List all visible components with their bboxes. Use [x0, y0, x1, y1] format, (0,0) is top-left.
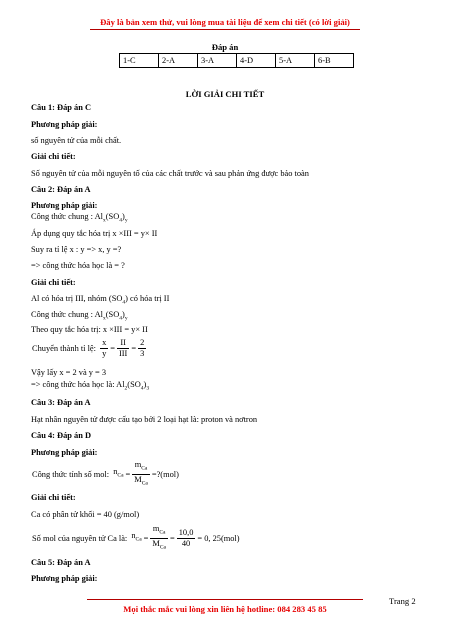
paragraph: Ca có phân tử khối = 40 (g/mol) — [31, 510, 140, 519]
answer-key-table — [119, 53, 354, 68]
paragraph: Vậy lấy x = 2 và y = 3 — [31, 368, 107, 377]
detail-heading: Giải chi tiết: — [31, 152, 76, 161]
header-rule — [90, 29, 360, 30]
question-heading: Câu 3: Đáp án A — [31, 398, 91, 407]
question-heading: Câu 4: Đáp án D — [31, 431, 92, 440]
formula-line: Công thức chung : $Al_x(SO_4)_y$ — [31, 310, 128, 322]
answer-cell: 4-D — [237, 54, 276, 68]
answer-cell: 3-A — [198, 54, 237, 68]
method-heading: Phương pháp giải: — [31, 201, 98, 210]
fraction: $\frac{II}{\text{III}}$ — [118, 338, 128, 358]
fraction: $\frac{2}{3}$ — [140, 338, 145, 358]
footer-rule — [87, 599, 363, 600]
detail-heading: Giải chi tiết: — [31, 493, 76, 502]
paragraph: => công thức hóa học là = ? — [31, 261, 125, 270]
paragraph: Hạt nhân nguyên tử được cấu tạo bởi 2 loại hạt là: proton và nơtron — [31, 415, 258, 424]
fraction: $\frac{m_{Ca}}{M_{Ca}}$ — [134, 460, 148, 487]
answer-cell: 6-B — [315, 54, 354, 68]
question-heading: Câu 5: Đáp án A — [31, 558, 91, 567]
paragraph: Suy ra tỉ lệ x : y => x, y =? — [31, 245, 122, 254]
paragraph: Áp dụng quy tắc hóa trị x ×III = y× II — [31, 229, 158, 238]
paragraph: Số nguyên tử của mỗi nguyên tố của các chất trước và sau phản ứng được bảo toàn — [31, 169, 309, 178]
fraction: $\frac{x}{y}$ — [102, 338, 107, 358]
method-heading: Phương pháp giải: — [31, 120, 98, 129]
method-heading: Phương pháp giải: — [31, 574, 98, 583]
fraction: $\frac{m_{Ca}}{M_{Ca}}$ — [152, 524, 166, 551]
paragraph: số nguyên tử của mỗi chất. — [31, 136, 122, 145]
answer-key-title: Đáp án — [211, 42, 239, 52]
answer-cell: 5-A — [276, 54, 315, 68]
paragraph: Theo quy tắc hóa trị: x ×III = y× II — [31, 325, 148, 334]
detail-heading: Giải chi tiết: — [31, 278, 76, 287]
question-heading: Câu 2: Đáp án A — [31, 185, 91, 194]
hotline-footer: Mọi thắc mắc vui lòng xin liên hệ hotline: 084 283 45 85 — [123, 604, 327, 614]
page-number: Trang 2 — [389, 596, 416, 606]
formula-line: Công thức chung : $Al_x(SO_4)_y$ — [31, 212, 128, 224]
question-heading: Câu 1: Đáp án C — [31, 103, 92, 112]
section-title: LỜI GIẢI CHI TIẾT — [185, 89, 265, 99]
method-heading: Phương pháp giải: — [31, 448, 98, 457]
formula-line: => công thức hóa học là: $Al_2(SO_4)_3$ — [31, 380, 150, 392]
formula-line: Số mol của nguyên tử Ca là: $n_{Ca}$ = $\frac{m_{Ca}}{M_{Ca}}$ = $\frac{10,0}{40}$ = 0, 25(mol) — [32, 524, 240, 551]
preview-banner: Đây là bản xem thử, vui lòng mua tài liệu để xem chi tiết (có lời giải) — [100, 17, 350, 27]
ratio-line: Chuyển thành tỉ lệ: $\frac{x}{y}$ = $\frac{II}{\text{III}}$ = $\frac{2}{3}$ — [32, 338, 145, 358]
paragraph: Al có hóa trị III, nhóm $(SO_4)$ có hóa trị II — [31, 294, 170, 306]
fraction: $\frac{10,0}{40}$ — [178, 527, 194, 548]
answer-cell: 1-C — [120, 54, 159, 68]
answer-cell: 2-A — [159, 54, 198, 68]
formula-line: Công thức tính số mol: $n_{Ca}$ = $\frac{m_{Ca}}{M_{Ca}}$ =?(mol) — [32, 460, 179, 487]
